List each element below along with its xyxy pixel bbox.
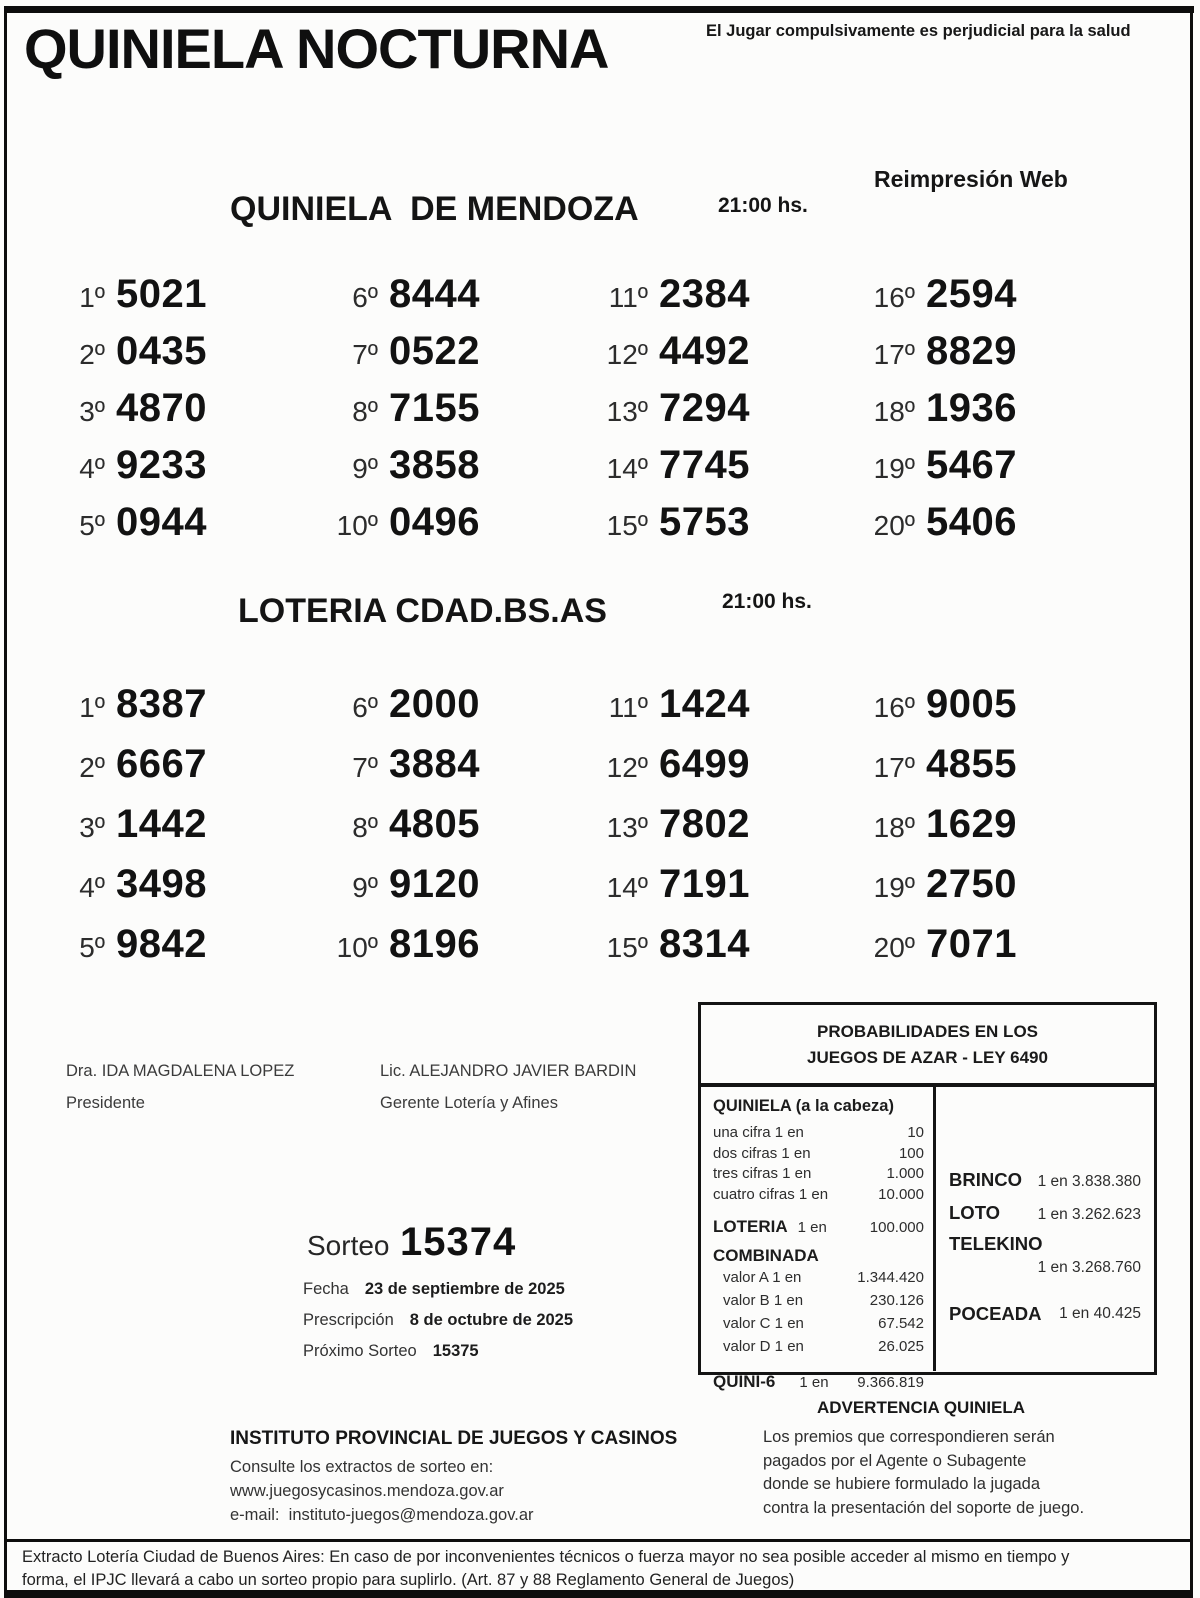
- result-number: 5467: [926, 443, 1017, 487]
- loteria-odds-row: [713, 1217, 926, 1237]
- result-item: [55, 323, 328, 380]
- result-number: 5753: [659, 500, 750, 544]
- game-odds-row: [949, 1169, 1141, 1191]
- proximo-sorteo-row: [303, 1342, 479, 1361]
- result-number: 1629: [926, 802, 1017, 846]
- result-rank: 20º: [873, 510, 915, 541]
- odds-value: 1.344.420: [857, 1269, 924, 1286]
- result-item: [598, 676, 865, 736]
- result-item: [865, 796, 1135, 856]
- draw-date-row: [303, 1280, 565, 1299]
- draw-time-bsas: 21:00 hs.: [722, 590, 812, 613]
- result-item: [865, 266, 1135, 323]
- result-number: 8314: [659, 922, 750, 966]
- result-item: [598, 494, 865, 551]
- result-item: [55, 916, 328, 976]
- game-name: TELEKINO: [949, 1233, 1043, 1254]
- result-rank: 6º: [352, 692, 378, 723]
- result-number: 5021: [116, 272, 207, 316]
- result-rank: 12º: [606, 339, 648, 370]
- quiniela-odds-header: QUINIELA (a la cabeza): [713, 1097, 894, 1115]
- probabilities-left-column: [701, 1087, 936, 1391]
- results-grid-bsas: [55, 676, 1135, 976]
- result-item: [865, 323, 1135, 380]
- frame-border-right: [1190, 6, 1193, 1598]
- result-item: [598, 266, 865, 323]
- reprint-label: Reimpresión Web: [874, 166, 1068, 192]
- result-item: [55, 437, 328, 494]
- quini6-odds-row: [713, 1372, 926, 1392]
- result-number: 6499: [659, 742, 750, 786]
- result-number: 4855: [926, 742, 1017, 786]
- result-rank: 10º: [336, 932, 378, 963]
- result-rank: 3º: [79, 812, 105, 843]
- result-item: [865, 856, 1135, 916]
- result-rank: 14º: [606, 872, 648, 903]
- game-name: LOTO: [949, 1202, 1001, 1223]
- result-item: [328, 380, 598, 437]
- result-number: 7745: [659, 443, 750, 487]
- advertencia-text: [763, 1426, 1123, 1520]
- result-number: 7071: [926, 922, 1017, 966]
- result-rank: 18º: [873, 396, 915, 427]
- result-rank: 7º: [352, 752, 378, 783]
- probabilities-right-column: [936, 1087, 1154, 1371]
- prescripcion-label: Prescripción: [303, 1311, 394, 1329]
- result-rank: 11º: [608, 282, 648, 313]
- frame-border-top: [4, 6, 1194, 13]
- result-item: [865, 437, 1135, 494]
- odds-row: [713, 1290, 926, 1312]
- result-number: 3498: [116, 862, 207, 906]
- result-rank: 7º: [352, 339, 378, 370]
- result-number: 9005: [926, 682, 1017, 726]
- sorteo-number: 15374: [400, 1220, 517, 1264]
- result-item: [328, 494, 598, 551]
- draw-title-mendoza: QUINIELA DE MENDOZA: [230, 190, 639, 228]
- footer-note: [22, 1546, 1172, 1592]
- result-number: 5406: [926, 500, 1017, 544]
- result-rank: 16º: [873, 692, 915, 723]
- draw-title-bsas: LOTERIA CDAD.BS.AS: [238, 592, 607, 630]
- result-item: [55, 494, 328, 551]
- advertencia-text-line: donde se hubiere formulado la jugada: [763, 1475, 1041, 1493]
- signatory-name: Dra. IDA MAGDALENA LOPEZ: [66, 1062, 295, 1080]
- result-number: 2750: [926, 862, 1017, 906]
- result-rank: 2º: [79, 339, 105, 370]
- odds-label: dos cifras 1 en: [713, 1144, 811, 1162]
- odds-label: una cifra 1 en: [713, 1124, 804, 1141]
- game-name: POCEADA: [949, 1303, 1042, 1324]
- probabilities-title-line1: PROBABILIDADES EN LOS: [816, 1022, 1039, 1041]
- result-rank: 5º: [79, 510, 105, 541]
- odds-row: [713, 1185, 926, 1206]
- result-number: 1424: [659, 682, 750, 726]
- odds-value: 1.000: [886, 1165, 924, 1182]
- result-item: [328, 856, 598, 916]
- advertencia-text-line: Los premios que correspondieren serán: [763, 1428, 1055, 1446]
- odds-row: [713, 1313, 926, 1335]
- result-rank: 20º: [873, 932, 915, 963]
- odds-label: 1 en: [797, 1219, 827, 1236]
- game-odds: 1 en 3.268.760: [1037, 1259, 1141, 1276]
- result-rank: 11º: [608, 692, 648, 723]
- result-rank: 3º: [79, 396, 105, 427]
- odds-label: 1 en: [799, 1374, 829, 1391]
- institute-name: INSTITUTO PROVINCIAL DE JUEGOS Y CASINOS: [230, 1428, 678, 1449]
- odds-value: 100.000: [869, 1219, 924, 1236]
- result-rank: 4º: [79, 453, 105, 484]
- odds-value: 67.542: [878, 1315, 924, 1332]
- result-item: [328, 437, 598, 494]
- signatory-role: Presidente: [66, 1094, 145, 1112]
- game-odds: 1 en 3.262.623: [1037, 1206, 1141, 1223]
- result-item: [865, 736, 1135, 796]
- result-item: [328, 676, 598, 736]
- result-number: 1442: [116, 802, 207, 846]
- result-item: [328, 736, 598, 796]
- result-item: [328, 323, 598, 380]
- game-name: BRINCO: [949, 1169, 1022, 1190]
- game-odds-row: [949, 1202, 1141, 1224]
- probabilities-title-line2: JUEGOS DE AZAR - LEY 6490: [807, 1048, 1048, 1067]
- result-number: 8829: [926, 329, 1017, 373]
- result-rank: 1º: [79, 692, 105, 723]
- odds-value: 10: [907, 1124, 924, 1141]
- result-rank: 10º: [336, 510, 378, 541]
- probabilities-box: [698, 1002, 1157, 1391]
- result-number: 0496: [389, 500, 480, 544]
- result-number: 7191: [659, 862, 750, 906]
- result-item: [55, 380, 328, 437]
- result-rank: 15º: [606, 932, 648, 963]
- institute-website: www.juegosycasinos.mendoza.gov.ar: [230, 1482, 504, 1500]
- result-number: 7802: [659, 802, 750, 846]
- result-item: [598, 856, 865, 916]
- result-rank: 9º: [352, 453, 378, 484]
- prescripcion-row: [303, 1311, 573, 1330]
- result-rank: 8º: [352, 396, 378, 427]
- results-grid-mendoza: [55, 266, 1135, 551]
- odds-row: [713, 1123, 926, 1144]
- result-item: [865, 676, 1135, 736]
- odds-value: 9.366.819: [857, 1374, 924, 1391]
- result-number: 2384: [659, 272, 750, 316]
- game-name: LOTERIA: [713, 1217, 788, 1236]
- proximo-sorteo-value: 15375: [432, 1342, 479, 1360]
- result-rank: 8º: [352, 812, 378, 843]
- odds-label: valor B 1 en: [723, 1292, 804, 1309]
- combinada-header: COMBINADA: [713, 1246, 819, 1265]
- footer-note-line: forma, el IPJC llevará a cabo un sorteo propio para suplirlo. (Art. 87 y 88 Reglamento General de Juegos): [22, 1571, 795, 1589]
- result-number: 6667: [116, 742, 207, 786]
- prescripcion-value: 8 de octubre de 2025: [409, 1311, 574, 1329]
- result-number: 2594: [926, 272, 1017, 316]
- result-number: 7294: [659, 386, 750, 430]
- result-rank: 9º: [352, 872, 378, 903]
- result-item: [865, 494, 1135, 551]
- result-number: 8387: [116, 682, 207, 726]
- odds-label: valor C 1 en: [723, 1315, 804, 1332]
- odds-label: cuatro cifras 1 en: [713, 1185, 829, 1203]
- result-item: [55, 266, 328, 323]
- result-number: 9842: [116, 922, 207, 966]
- result-number: 8444: [389, 272, 480, 316]
- result-number: 4492: [659, 329, 750, 373]
- game-name: QUINI-6: [713, 1372, 776, 1391]
- result-item: [865, 380, 1135, 437]
- result-number: 9120: [389, 862, 480, 906]
- signatory-name: Lic. ALEJANDRO JAVIER BARDIN: [380, 1062, 637, 1080]
- footer-separator-line: [4, 1539, 1193, 1542]
- result-rank: 6º: [352, 282, 378, 313]
- result-number: 0435: [116, 329, 207, 373]
- result-item: [598, 796, 865, 856]
- fecha-label: Fecha: [303, 1280, 349, 1298]
- result-number: 4805: [389, 802, 480, 846]
- fecha-value: 23 de septiembre de 2025: [364, 1280, 565, 1298]
- result-item: [328, 796, 598, 856]
- game-odds: 1 en 3.838.380: [1037, 1173, 1141, 1190]
- result-rank: 12º: [606, 752, 648, 783]
- sorteo-label: Sorteo: [307, 1230, 390, 1261]
- result-item: [865, 916, 1135, 976]
- result-number: 8196: [389, 922, 480, 966]
- result-rank: 2º: [79, 752, 105, 783]
- result-item: [328, 266, 598, 323]
- advertencia-text-line: pagados por el Agente o Subagente: [763, 1451, 1027, 1470]
- result-number: 2000: [389, 682, 480, 726]
- health-warning: El Jugar compulsivamente es perjudicial para la salud: [706, 22, 1131, 40]
- result-rank: 18º: [873, 812, 915, 843]
- result-number: 0944: [116, 500, 207, 544]
- result-item: [55, 856, 328, 916]
- result-number: 1936: [926, 386, 1017, 430]
- result-item: [598, 736, 865, 796]
- institute-contact-line: Consulte los extractos de sorteo en:: [230, 1458, 494, 1476]
- odds-value: 10.000: [878, 1185, 924, 1203]
- page-title: QUINIELA NOCTURNA: [24, 17, 609, 80]
- result-rank: 5º: [79, 932, 105, 963]
- result-rank: 17º: [873, 752, 915, 783]
- signatory-role: Gerente Lotería y Afines: [380, 1094, 558, 1112]
- result-item: [328, 916, 598, 976]
- odds-row: [713, 1144, 926, 1165]
- result-number: 3884: [389, 742, 480, 786]
- odds-row: [713, 1164, 926, 1185]
- odds-value: 26.025: [878, 1338, 924, 1355]
- result-number: 9233: [116, 443, 207, 487]
- odds-label: tres cifras 1 en: [713, 1165, 812, 1182]
- odds-row: [713, 1267, 926, 1289]
- result-rank: 17º: [873, 339, 915, 370]
- footer-note-line: Extracto Lotería Ciudad de Buenos Aires: En caso de por inconvenientes técnicos o fuerza mayor no sea posible acceder al mismo en tiempo y: [22, 1548, 1070, 1566]
- result-item: [55, 736, 328, 796]
- result-rank: 4º: [79, 872, 105, 903]
- result-rank: 15º: [606, 510, 648, 541]
- result-rank: 16º: [873, 282, 915, 313]
- result-item: [598, 916, 865, 976]
- result-number: 3858: [389, 443, 480, 487]
- odds-value: 100: [898, 1144, 924, 1162]
- frame-border-left: [4, 6, 7, 1598]
- result-number: 4870: [116, 386, 207, 430]
- result-number: 0522: [389, 329, 480, 373]
- result-rank: 13º: [606, 396, 648, 427]
- odds-label: valor A 1 en: [723, 1269, 802, 1286]
- result-item: [55, 796, 328, 856]
- result-rank: 1º: [79, 282, 105, 313]
- proximo-sorteo-label: Próximo Sorteo: [303, 1342, 417, 1360]
- result-item: [598, 380, 865, 437]
- institute-email: e-mail: instituto-juegos@mendoza.gov.ar: [230, 1506, 534, 1524]
- odds-row: [713, 1336, 926, 1358]
- game-odds: 1 en 40.425: [1059, 1305, 1141, 1322]
- result-item: [55, 676, 328, 736]
- result-rank: 13º: [606, 812, 648, 843]
- result-item: [598, 323, 865, 380]
- advertencia-text-line: contra la presentación del soporte de juego.: [763, 1498, 1085, 1517]
- probabilities-title: [701, 1005, 1154, 1087]
- odds-label: valor D 1 en: [723, 1338, 804, 1355]
- result-number: 7155: [389, 386, 480, 430]
- odds-value: 230.126: [869, 1292, 924, 1309]
- result-rank: 19º: [873, 872, 915, 903]
- draw-time-mendoza: 21:00 hs.: [718, 194, 808, 217]
- advertencia-title: ADVERTENCIA QUINIELA: [816, 1398, 1026, 1417]
- game-odds-row: [949, 1303, 1141, 1325]
- result-rank: 14º: [606, 453, 648, 484]
- result-rank: 19º: [873, 453, 915, 484]
- result-item: [598, 437, 865, 494]
